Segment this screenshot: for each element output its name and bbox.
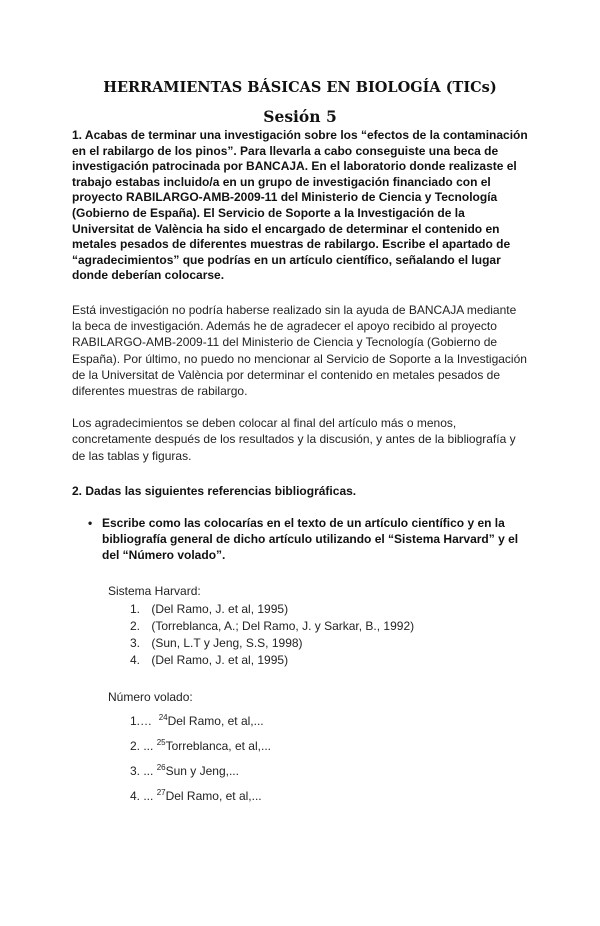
bullet-text: Escribe como las colocarías en el texto de un artículo científico y en la bibliografía general de dicho artículo utilizando el “Sistema Harvard” y el del “Número volado”. [102, 516, 519, 562]
volado-item: 2. ... $^{25}$Torreblanca, et al,... [130, 738, 271, 754]
answer-1-paragraph-1: Está investigación no podría haberse realizado sin la ayuda de BANCAJA mediante la beca de investigación. Además he de agradecer el apoyo recibido al proyecto RABILARGO-AMB-2009-11 del Ministerio de Ciencia y Tecnología (Gobierno de España). Por último, no puedo no mencionar al Servicio de Soporte a la Investigación de la Universitat de València por determinar el contenido en metales pesados de diferentes muestras de rabilargo. [72, 302, 527, 398]
harvard-list [72, 601, 528, 669]
harvard-item: 1. (Del Ramo, J. et al, 1995) [130, 602, 289, 617]
bullet-dot-icon: • [88, 516, 93, 531]
volado-item: 3. ... $^{26}$Sun y Jeng,... [130, 763, 239, 779]
harvard-item: 2. (Torreblanca, A.; Del Ramo, J. y Sarkar, B., 1992) [130, 619, 415, 634]
volado-list [72, 707, 528, 807]
answer-1-paragraph-2: Los agradecimientos se deben colocar al final del artículo más o menos, concretamente después de los resultados y la discusión, y antes de la bibliografía y de las tablas y figuras. [72, 416, 516, 463]
session-title: Sesión 5 [263, 107, 337, 126]
question-2: 2. Dadas las siguientes referencias bibliográficas. [72, 483, 357, 498]
harvard-item: 4. (Del Ramo, J. et al, 1995) [130, 653, 289, 668]
volado-item: 1.… $^{24}$Del Ramo, et al,... [130, 713, 264, 729]
document-page [0, 78, 600, 926]
question-1: 1. Acabas de terminar una investigación sobre los “efectos de la contaminación en el rabilargo de los pinos”. Para llevarla a cabo conseguiste una beca de investigación patrocinada por BANCAJA. En el laboratorio donde realizaste el trabajo estabas incluido/a en un grupo de investigación financiado con el proyecto RABILARGO-AMB-2009-11 del Ministerio de Ciencia y Tecnología (Gobierno de España). El Servicio de Soporte a la Investigación de la Universitat de València ha sido el encargado de determinar el contenido en metales pesados de diferentes muestras de rabilargo. Escribe el apartado de “agradecimientos” que podrías en un artículo científico, señalando el lugar donde deberían colocarse. [72, 128, 528, 283]
volado-label: Número volado: [108, 690, 193, 705]
document-title: HERRAMIENTAS BÁSICAS EN BIOLOGÍA (TICs) [103, 79, 497, 96]
harvard-item: 3. (Sun, L.T y Jeng, S.S, 1998) [130, 636, 303, 651]
harvard-label: Sistema Harvard: [108, 584, 201, 599]
volado-item: 4. ... $^{27}$Del Ramo, et al,... [130, 788, 262, 804]
bullet-item [72, 516, 528, 563]
